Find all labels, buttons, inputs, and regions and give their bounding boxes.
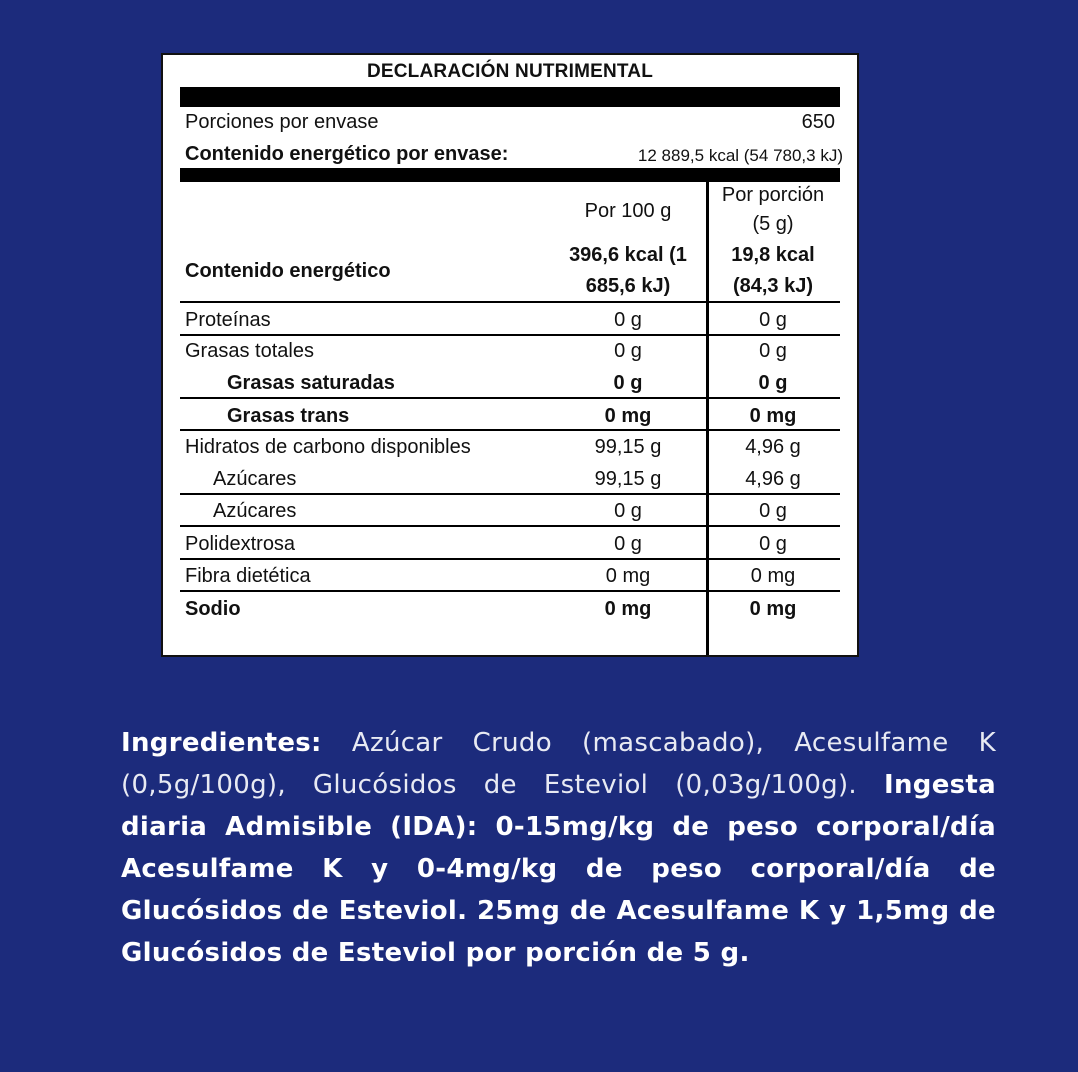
row-divider — [180, 429, 840, 431]
header-per-100g: Por 100 g — [584, 200, 672, 222]
energy-per100-line1: 396,6 kcal (1 — [569, 244, 687, 266]
row-portion: 0 g — [759, 533, 787, 555]
row-portion: 0 g — [759, 340, 787, 362]
row-portion: 0 mg — [749, 598, 797, 620]
row-name: Grasas trans — [227, 405, 350, 427]
energy-portion-line1: 19,8 kcal — [731, 244, 815, 266]
row-divider — [180, 590, 840, 592]
ingredients-text: Azúcar Crudo (mascabado), Acesulfame K (0,5g/100g), Glucósidos de Esteviol (0,03g/100g). — [121, 728, 996, 800]
row-name: Sodio — [185, 598, 241, 620]
header-portion-size: (5 g) — [752, 213, 794, 235]
row-per100: 0 mg — [605, 565, 651, 587]
thick-divider-top — [180, 87, 840, 107]
energy-per100-line2: 685,6 kJ) — [585, 275, 671, 297]
row-per100: 0 mg — [604, 598, 652, 620]
row-per100: 0 mg — [604, 405, 652, 427]
label-title: DECLARACIÓN NUTRIMENTAL — [366, 61, 654, 82]
row-per100: 99,15 g — [594, 436, 662, 458]
row-per100: 0 g — [614, 309, 642, 331]
ingredients-heading: Ingredientes: — [121, 728, 322, 758]
row-name: Fibra dietética — [185, 565, 311, 587]
energy-package-value: 12 889,5 kcal (54 780,3 kJ) — [637, 146, 843, 165]
row-divider — [180, 301, 840, 303]
row-portion: 0 g — [758, 372, 788, 394]
energy-portion-line2: (84,3 kJ) — [732, 275, 814, 297]
servings-label: Porciones por envase — [185, 111, 379, 133]
row-portion: 4,96 g — [745, 468, 801, 490]
thick-divider-mid — [180, 168, 840, 182]
row-divider — [180, 493, 840, 495]
row-per100: 0 g — [614, 533, 642, 555]
row-per100: 0 g — [613, 372, 643, 394]
ingredients-paragraph — [121, 722, 996, 974]
row-divider — [180, 525, 840, 527]
row-portion: 0 g — [759, 309, 787, 331]
row-per100: 0 g — [614, 500, 642, 522]
row-name: Grasas totales — [185, 340, 314, 362]
row-name: Azúcares — [213, 500, 297, 522]
row-portion: 0 mg — [749, 405, 797, 427]
row-portion: 0 g — [759, 500, 787, 522]
row-portion: 4,96 g — [745, 436, 801, 458]
row-name: Azúcares — [213, 468, 297, 490]
nutrition-label — [161, 53, 859, 657]
row-name: Polidextrosa — [185, 533, 296, 555]
energy-label: Contenido energético — [185, 260, 391, 282]
row-name: Proteínas — [185, 309, 271, 331]
row-divider — [180, 397, 840, 399]
row-name: Hidratos de carbono disponibles — [185, 436, 471, 458]
row-divider — [180, 334, 840, 336]
energy-package-label: Contenido energético por envase: — [185, 143, 509, 165]
row-portion: 0 mg — [750, 565, 796, 587]
ida-text: Ingesta diaria Admisible (IDA): 0-15mg/kg de peso corporal/día Acesulfame K y 0-4mg/kg de peso corporal/día de Glucósidos de Esteviol. 25mg de Acesulfame K y 1,5mg de Glucósidos de Esteviol por porción de 5 g. — [121, 770, 996, 968]
servings-value: 650 — [801, 111, 835, 133]
row-divider — [180, 558, 840, 560]
header-per-portion: Por porción — [721, 184, 825, 206]
row-name: Grasas saturadas — [227, 372, 395, 394]
row-per100: 99,15 g — [594, 468, 662, 490]
row-per100: 0 g — [614, 340, 642, 362]
